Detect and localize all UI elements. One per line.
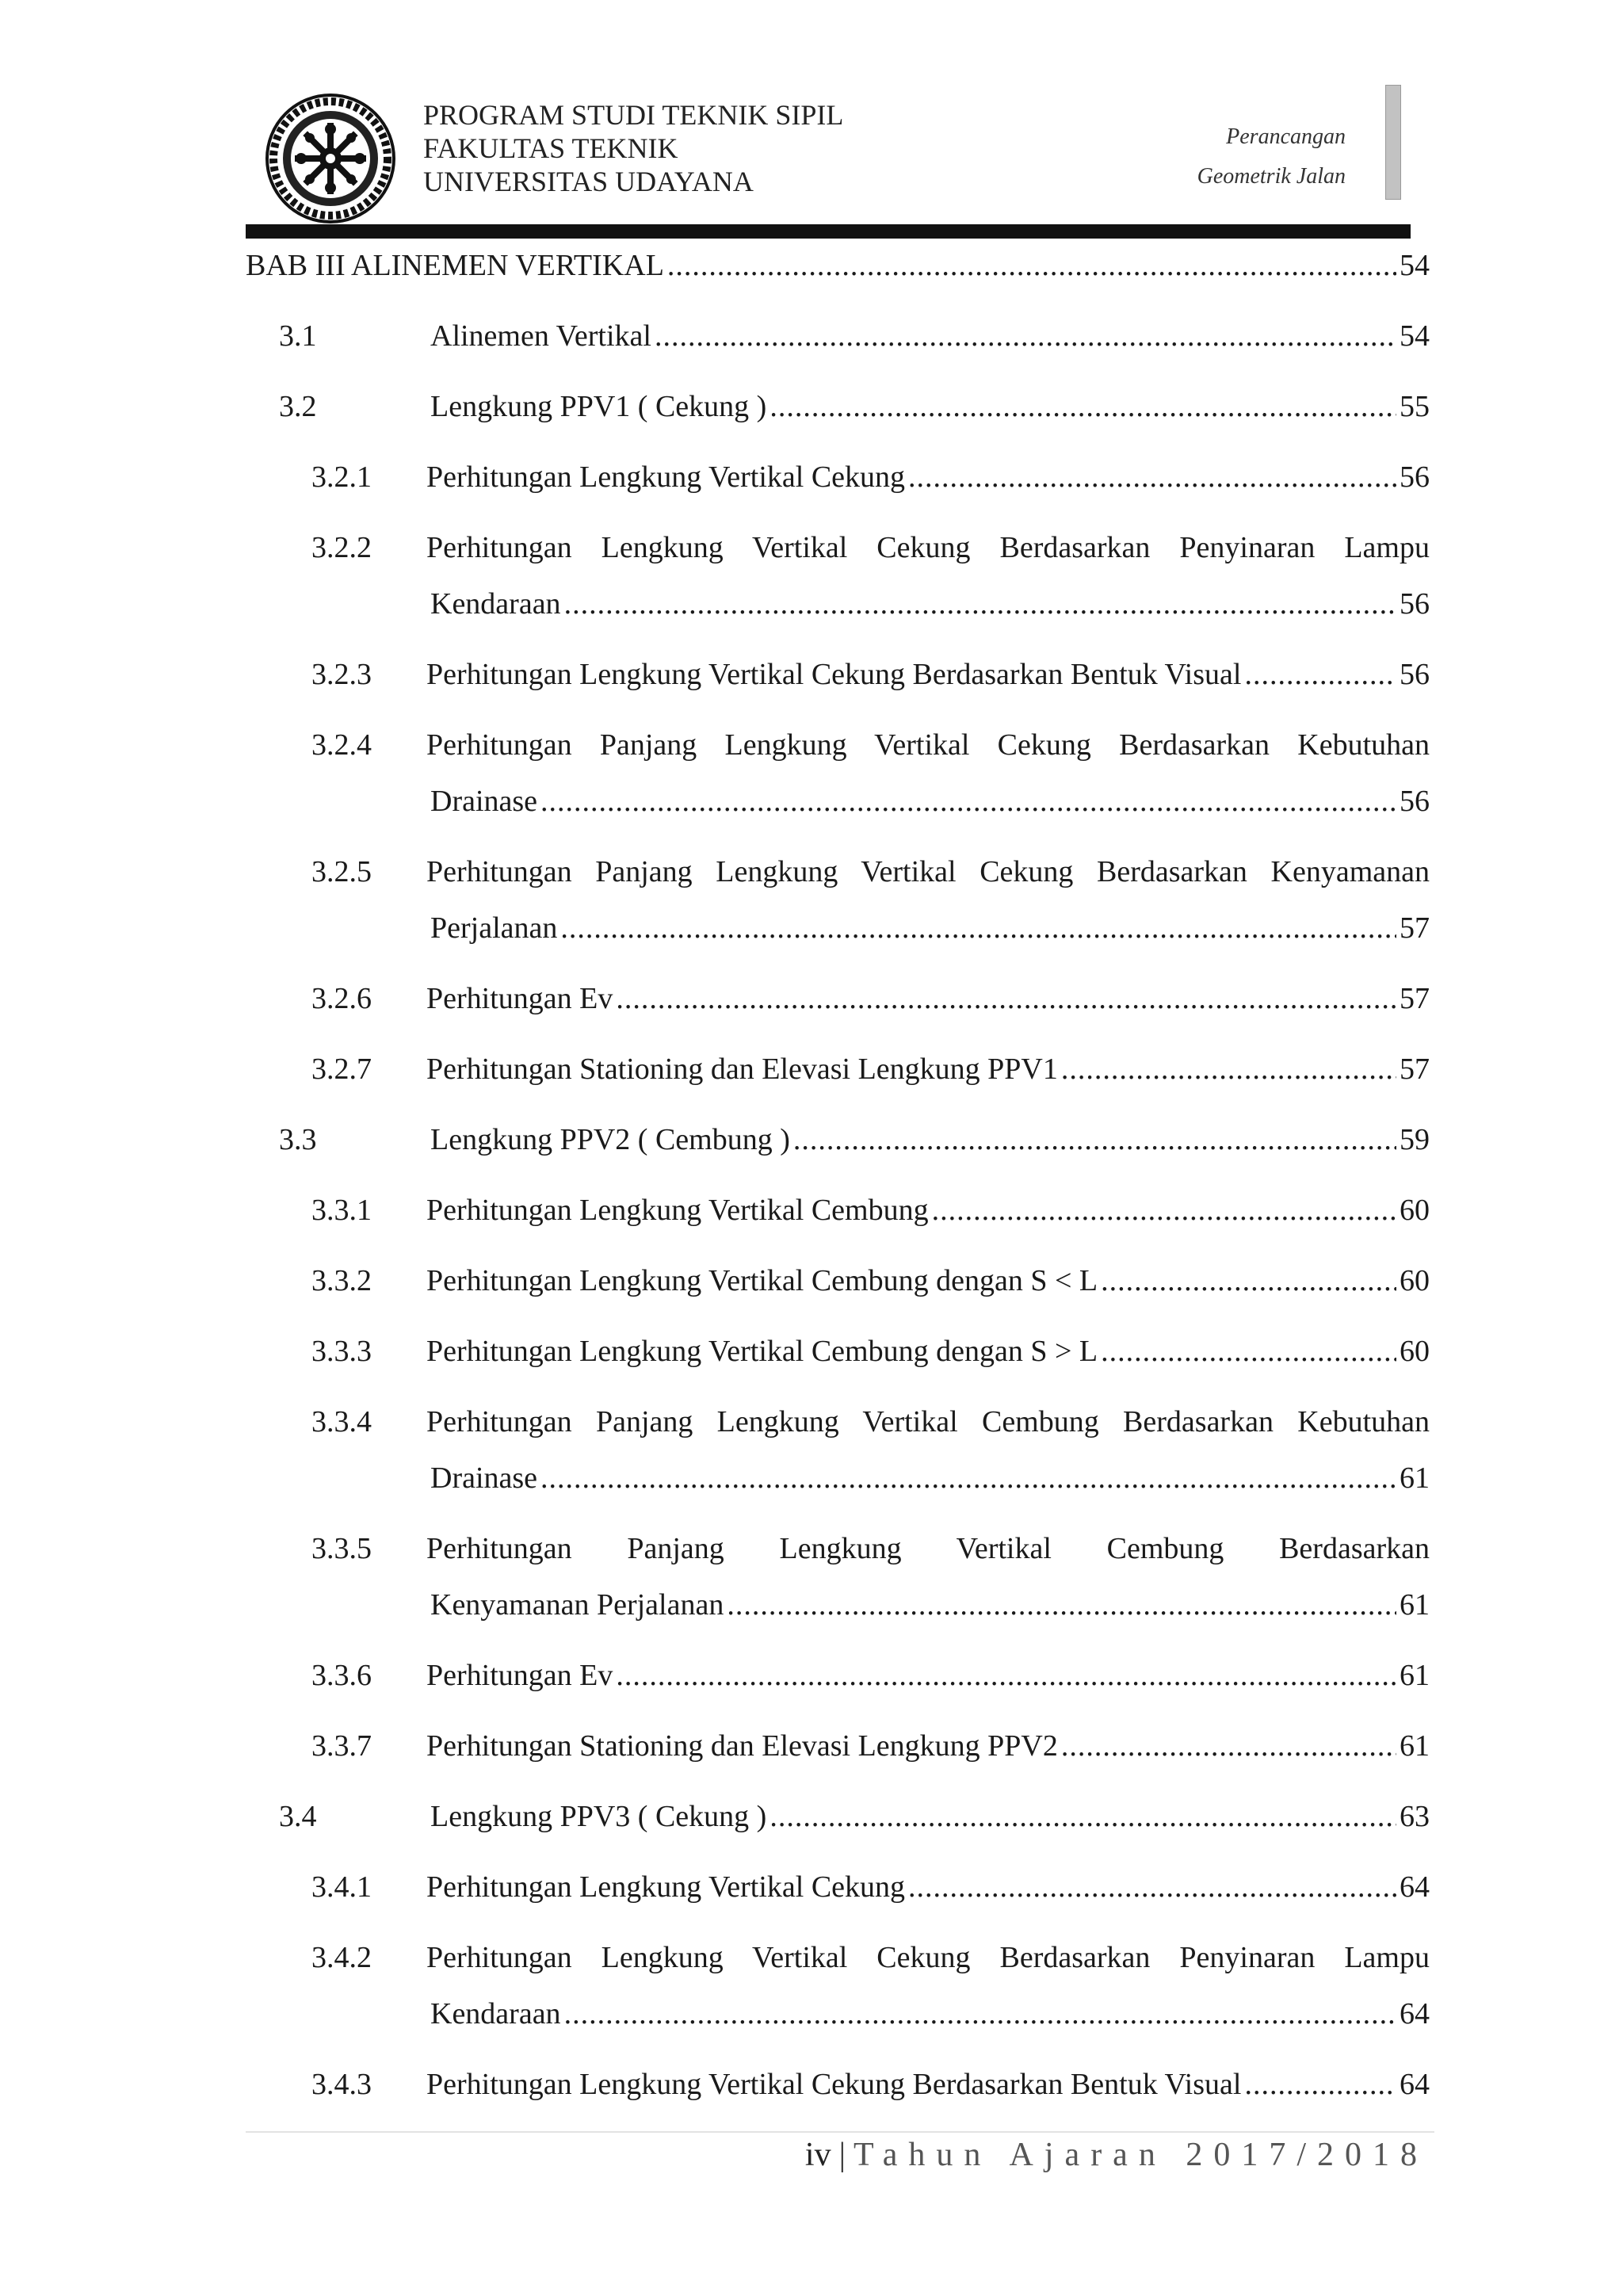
toc-entry-number: 3.3.1 (311, 1194, 372, 1227)
academic-year: Tahun Ajaran 2017/2018 (854, 2137, 1428, 2173)
toc-entry-number: 3.2.1 (311, 460, 372, 494)
faculty-name: FAKULTAS TEKNIK (423, 132, 678, 164)
toc-entry-title: Perhitungan Lengkung Vertikal Cekung (426, 460, 906, 494)
footer-separator: | (838, 2137, 846, 2173)
toc-entry-title (426, 1940, 1430, 1975)
toc-entry-title-line1: Perhitungan Lengkung Vertikal Cekung Berdasarkan Penyinaran Lampu (426, 1941, 1430, 1974)
toc-entry-number: 3.4.2 (311, 1941, 372, 1974)
toc-entry-page: 64 (1400, 1870, 1430, 1904)
toc-entry-title: Lengkung PPV2 ( Cembung ) (430, 1123, 790, 1156)
toc-chapter-page: 54 (1400, 249, 1430, 282)
toc-entry-number: 3.3.5 (311, 1532, 372, 1565)
toc-entry-page: 56 (1400, 460, 1430, 494)
toc-entry-page: 61 (1400, 1659, 1430, 1692)
toc-entry-title-line2: Drainase (430, 785, 538, 818)
toc-entry-title (426, 530, 1430, 565)
toc-entry-title-line1: Perhitungan Panjang Lengkung Vertikal Cembung Berdasarkan Kebutuhan (426, 1405, 1430, 1438)
toc-entry-title-line1: Perhitungan Panjang Lengkung Vertikal Cekung Berdasarkan Kenyamanan (426, 855, 1430, 888)
toc-entry-title-line2: Perjalanan (430, 911, 558, 945)
toc-entry-number: 3.2.2 (311, 531, 372, 564)
toc-entry-page: 61 (1400, 1461, 1430, 1495)
toc-entry-title-line2: Kendaraan (430, 1997, 561, 2030)
page-footer (805, 2133, 1428, 2177)
toc-entry-title (426, 728, 1430, 762)
toc-entry-title: Perhitungan Lengkung Vertikal Cembung dengan S > L (426, 1335, 1098, 1368)
toc-entry-title: Perhitungan Lengkung Vertikal Cembung (426, 1194, 929, 1227)
toc-entry-title (426, 1404, 1430, 1439)
toc-entry-number: 3.4.1 (311, 1870, 372, 1904)
toc-entry-title-line1: Perhitungan Lengkung Vertikal Cekung Berdasarkan Penyinaran Lampu (426, 531, 1430, 564)
toc-entry-title: Perhitungan Lengkung Vertikal Cekung (426, 1870, 906, 1904)
toc-entry-page: 59 (1400, 1123, 1430, 1156)
toc-entry-number: 3.1 (279, 319, 317, 353)
toc-entry-number: 3.3.4 (311, 1405, 372, 1438)
toc-entry-number: 3.3 (279, 1123, 317, 1156)
toc-entry-number: 3.4.3 (311, 2068, 372, 2101)
toc-entry-page: 55 (1400, 390, 1430, 423)
toc-entry-title: Lengkung PPV1 ( Cekung ) (430, 390, 767, 423)
toc-entry-title: Perhitungan Ev (426, 1659, 613, 1692)
toc-entry-page: 60 (1400, 1264, 1430, 1297)
toc-entry-number: 3.2.5 (311, 855, 372, 888)
toc-entry-title: Lengkung PPV3 ( Cekung ) (430, 1800, 767, 1833)
toc-entry-title: Perhitungan Stationing dan Elevasi Lengkung PPV1 (426, 1052, 1058, 1086)
toc-entry-page: 60 (1400, 1194, 1430, 1227)
toc-entry-page: 64 (1400, 1997, 1430, 2030)
toc-entry-number: 3.2.7 (311, 1052, 372, 1086)
toc-entry-number: 3.2.3 (311, 658, 372, 691)
toc-entry-page: 57 (1400, 1052, 1430, 1086)
toc-entry-page: 60 (1400, 1335, 1430, 1368)
toc-entry-title: Perhitungan Lengkung Vertikal Cekung Berdasarkan Bentuk Visual (426, 658, 1242, 691)
toc-entry-title (426, 854, 1430, 889)
toc-entry-number: 3.3.3 (311, 1335, 372, 1368)
toc-entry-page: 54 (1400, 319, 1430, 353)
toc-entry-title-line1: Perhitungan Panjang Lengkung Vertikal Cekung Berdasarkan Kebutuhan (426, 728, 1430, 762)
toc-entry-title: Perhitungan Lengkung Vertikal Cekung Berdasarkan Bentuk Visual (426, 2068, 1242, 2101)
toc-chapter-title: BAB III ALINEMEN VERTIKAL (246, 249, 664, 282)
toc-entry-number: 3.2 (279, 390, 317, 423)
toc-entry-number: 3.2.4 (311, 728, 372, 762)
course-title-line2: Geometrik Jalan (1197, 164, 1346, 189)
toc-entry-number: 3.4 (279, 1800, 317, 1833)
toc-entry-title-line1: Perhitungan Panjang Lengkung Vertikal Cembung Berdasarkan (426, 1532, 1430, 1565)
toc-entry-title: Perhitungan Stationing dan Elevasi Lengkung PPV2 (426, 1729, 1058, 1763)
program-name: PROGRAM STUDI TEKNIK SIPIL (423, 99, 844, 131)
toc-entry-page: 57 (1400, 982, 1430, 1015)
toc-entry-number: 3.2.6 (311, 982, 372, 1015)
toc-entry-number: 3.3.2 (311, 1264, 372, 1297)
toc-entry-page: 56 (1400, 658, 1430, 691)
toc-entry-title-line2: Kendaraan (430, 587, 561, 621)
toc-entry-number: 3.3.6 (311, 1659, 372, 1692)
toc-entry-page: 57 (1400, 911, 1430, 945)
toc-entry-page: 61 (1400, 1729, 1430, 1763)
toc-chapter[interactable] (246, 248, 1430, 283)
toc-entry-title (426, 1531, 1430, 1566)
toc-entry-page: 64 (1400, 2068, 1430, 2101)
toc-entry-page: 63 (1400, 1800, 1430, 1833)
toc-entry-number: 3.3.7 (311, 1729, 372, 1763)
toc-entry-title-line2: Drainase (430, 1461, 538, 1495)
toc-entry-page: 61 (1400, 1588, 1430, 1622)
toc-entry-page: 56 (1400, 587, 1430, 621)
toc-entry-title: Perhitungan Lengkung Vertikal Cembung dengan S < L (426, 1264, 1098, 1297)
toc-entry-title: Alinemen Vertikal (430, 319, 651, 353)
toc-entry-page: 56 (1400, 785, 1430, 818)
university-name: UNIVERSITAS UDAYANA (423, 166, 754, 197)
course-title-line1: Perancangan (1226, 124, 1346, 149)
toc-entry-title: Perhitungan Ev (426, 982, 613, 1015)
toc-entry-title-line2: Kenyamanan Perjalanan (430, 1588, 724, 1622)
page-number: iv (804, 2137, 831, 2173)
